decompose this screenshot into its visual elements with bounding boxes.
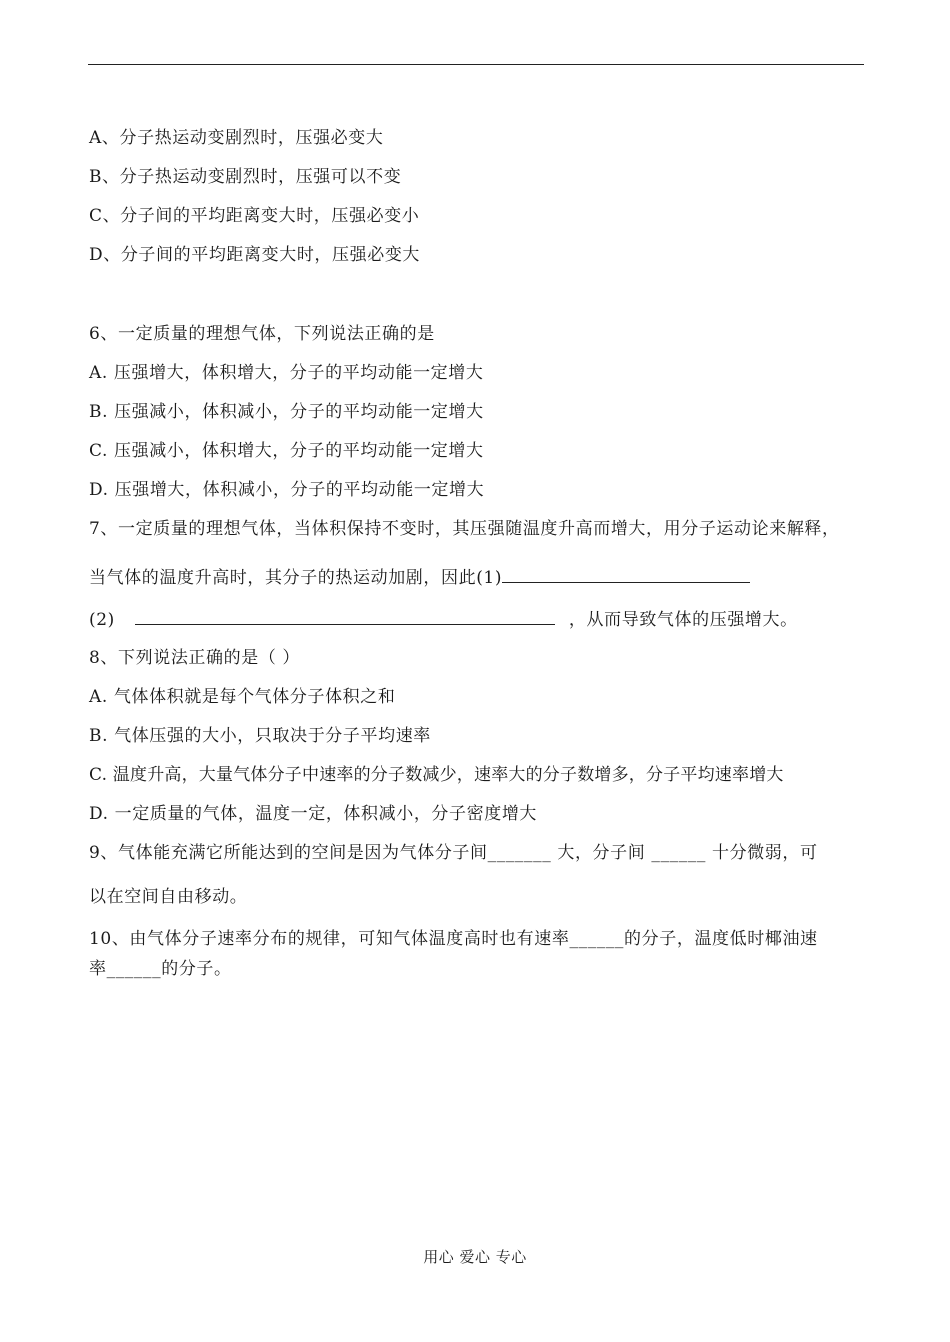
q8-stem: 8、下列说法正确的是（ ）	[89, 648, 301, 668]
q5-option-d: D、分子间的平均距离变大时，压强必变大	[89, 245, 421, 265]
q6-option-c: C. 压强减小，体积增大，分子的平均动能一定增大	[89, 441, 484, 461]
q10-line2	[89, 958, 232, 980]
q5-option-a: A、分子热运动变剧烈时，压强必变大	[89, 128, 384, 148]
q7-line3-suffix: ，从而导致气体的压强增大。	[568, 610, 798, 630]
q10-part1: 10、由气体分子速率分布的规律，可知气体温度高时也有速率	[89, 929, 570, 949]
q7-line1: 7、一定质量的理想气体，当体积保持不变时，其压强随温度升高而增大，用分子运动论来解释，	[89, 519, 840, 539]
q6-option-d: D. 压强增大，体积减小，分子的平均动能一定增大	[89, 480, 485, 500]
q5-option-c: C、分子间的平均距离变大时，压强必变小	[89, 206, 420, 226]
q8-option-a: A. 气体体积就是每个气体分子体积之和	[89, 687, 396, 707]
q7-line2	[89, 566, 750, 589]
q9-blank-1[interactable]: _______	[487, 843, 552, 863]
q6-option-a: A. 压强增大，体积增大，分子的平均动能一定增大	[89, 363, 484, 383]
q9-blank-2[interactable]: ______	[651, 843, 706, 863]
q7-blank-1[interactable]	[502, 566, 750, 583]
q9-line2: 以在空间自由移动。	[89, 887, 248, 907]
q10-line2-prefix: 率	[89, 959, 107, 979]
page-footer: 用心 爱心 专心	[423, 1248, 527, 1266]
q8-option-b: B. 气体压强的大小，只取决于分子平均速率	[89, 726, 431, 746]
q10-part2: 的分子，温度低时椰油速	[624, 929, 818, 949]
q10-line2-suffix: 的分子。	[161, 959, 232, 979]
q10-line1	[89, 928, 818, 950]
q8-option-c-text: C. 温度升高，大量气体分子中速率的分子数减少，速率大的分子数增多，分子平均速率增大	[89, 765, 784, 785]
q6-option-b: B. 压强减小，体积减小，分子的平均动能一定增大	[89, 402, 484, 422]
q8-option-d: D. 一定质量的气体，温度一定，体积减小，分子密度增大	[89, 804, 538, 824]
q9-part1: 9、气体能充满它所能达到的空间是因为气体分子间	[89, 843, 488, 863]
q5-option-b: B、分子热运动变剧烈时，压强可以不变	[89, 167, 402, 187]
header-rule	[88, 64, 864, 65]
q7-line3-prefix: (2)	[89, 610, 115, 630]
q10-blank-2[interactable]: ______	[106, 959, 162, 979]
q9-line1	[89, 842, 818, 864]
q6-stem: 6、一定质量的理想气体，下列说法正确的是	[89, 324, 435, 344]
q7-line3	[89, 608, 798, 631]
q9-part3: 十分微弱，可	[711, 843, 818, 863]
q9-part2: 大，分子间	[557, 843, 646, 863]
q7-blank-2[interactable]	[135, 608, 555, 625]
q7-line2-text: 当气体的温度升高时，其分子的热运动加剧，因此(1)	[89, 568, 503, 588]
q8-option-c	[89, 764, 784, 786]
q10-blank-1[interactable]: ______	[569, 929, 625, 949]
